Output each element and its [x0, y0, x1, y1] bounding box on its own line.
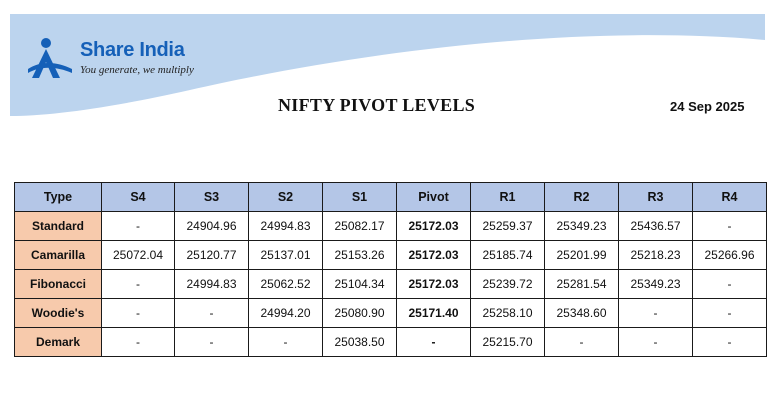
pivot-cell: - — [397, 328, 471, 357]
table-cell: - — [175, 299, 249, 328]
pivot-levels-table — [14, 182, 767, 357]
table-cell: 24994.83 — [175, 270, 249, 299]
table-cell: - — [693, 212, 767, 241]
column-header-r2: R2 — [545, 183, 619, 212]
row-label-demark: Demark — [15, 328, 102, 357]
table-cell: 25239.72 — [471, 270, 545, 299]
column-header-pivot: Pivot — [397, 183, 471, 212]
table-row — [15, 212, 767, 241]
report-date: 24 Sep 2025 — [670, 99, 745, 114]
table-cell: 25349.23 — [619, 270, 693, 299]
page-title: NIFTY PIVOT LEVELS — [278, 95, 476, 115]
share-india-logo — [26, 36, 196, 84]
brand-name: Share India — [80, 39, 185, 61]
table-cell: 25120.77 — [175, 241, 249, 270]
table-cell: 25348.60 — [545, 299, 619, 328]
table-row — [15, 328, 767, 357]
table-header-row — [15, 183, 767, 212]
table-cell: 25349.23 — [545, 212, 619, 241]
column-header-r1: R1 — [471, 183, 545, 212]
table-cell: 25218.23 — [619, 241, 693, 270]
table-cell: 25201.99 — [545, 241, 619, 270]
table-cell: 25259.37 — [471, 212, 545, 241]
table-cell: 24994.83 — [249, 212, 323, 241]
column-header-r4: R4 — [693, 183, 767, 212]
table-cell: 25436.57 — [619, 212, 693, 241]
table-row — [15, 270, 767, 299]
table-cell: 25281.54 — [545, 270, 619, 299]
column-header-r3: R3 — [619, 183, 693, 212]
pivot-cell: 25171.40 — [397, 299, 471, 328]
table-cell: 25062.52 — [249, 270, 323, 299]
table-cell: - — [693, 270, 767, 299]
table-row — [15, 299, 767, 328]
table-cell: - — [693, 328, 767, 357]
column-header-s4: S4 — [102, 183, 175, 212]
pivot-cell: 25172.03 — [397, 212, 471, 241]
table-cell: - — [102, 212, 175, 241]
brand-tagline: You generate, we multiply — [80, 64, 194, 76]
table-cell: - — [102, 328, 175, 357]
column-header-s1: S1 — [323, 183, 397, 212]
table-cell: 25153.26 — [323, 241, 397, 270]
table-cell: 25266.96 — [693, 241, 767, 270]
row-label-camarilla: Camarilla — [15, 241, 102, 270]
row-label-standard: Standard — [15, 212, 102, 241]
table-cell: 25038.50 — [323, 328, 397, 357]
pivot-cell: 25172.03 — [397, 241, 471, 270]
table-cell: 25215.70 — [471, 328, 545, 357]
share-india-logo-icon — [26, 36, 76, 82]
column-header-s3: S3 — [175, 183, 249, 212]
table-cell: 25072.04 — [102, 241, 175, 270]
table-cell: - — [619, 328, 693, 357]
table-cell: - — [102, 299, 175, 328]
column-header-type: Type — [15, 183, 102, 212]
table-cell: - — [619, 299, 693, 328]
table-cell: 25082.17 — [323, 212, 397, 241]
table-cell: - — [249, 328, 323, 357]
pivot-cell: 25172.03 — [397, 270, 471, 299]
table-cell: 25104.34 — [323, 270, 397, 299]
table-cell: - — [175, 328, 249, 357]
column-header-s2: S2 — [249, 183, 323, 212]
table-cell: 25137.01 — [249, 241, 323, 270]
row-label-woodies: Woodie's — [15, 299, 102, 328]
table-cell: - — [693, 299, 767, 328]
table-cell: 25258.10 — [471, 299, 545, 328]
table-cell: - — [102, 270, 175, 299]
row-label-fibonacci: Fibonacci — [15, 270, 102, 299]
table-cell: 25185.74 — [471, 241, 545, 270]
table-cell: 24994.20 — [249, 299, 323, 328]
table-cell: 25080.90 — [323, 299, 397, 328]
table-cell: 24904.96 — [175, 212, 249, 241]
table-row — [15, 241, 767, 270]
table-cell: - — [545, 328, 619, 357]
